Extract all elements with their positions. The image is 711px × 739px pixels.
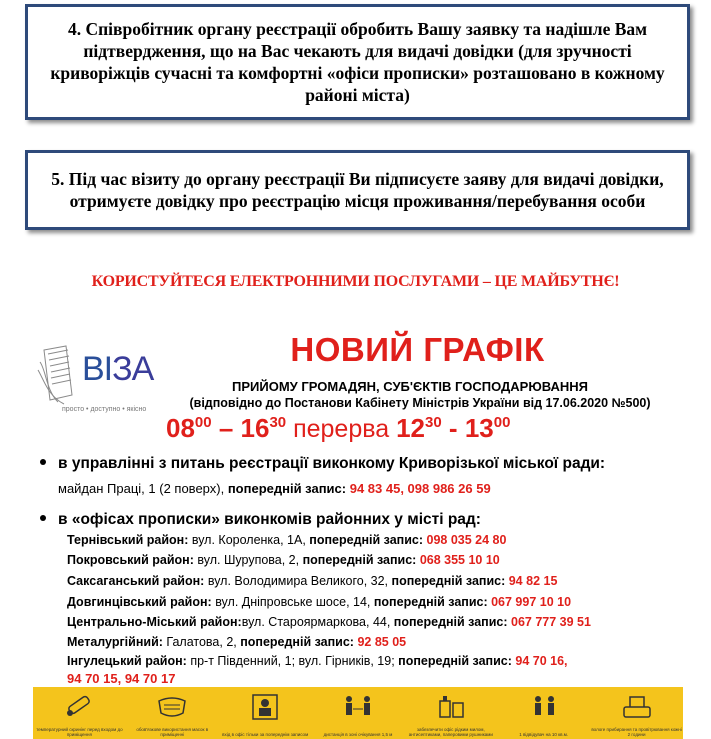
safety-rule-caption: температурний скринінг перед входом до приміщення — [36, 727, 123, 737]
district-heading-text: в «офісах прописки» виконкомів районних у місті рад: — [58, 511, 481, 528]
hours-end-m: 30 — [269, 414, 287, 431]
safety-rule-caption: обов'язкове використання масок в приміщенні — [136, 727, 209, 737]
bullet-icon — [40, 515, 46, 521]
logo-wordmark-za: ЗА — [112, 350, 154, 388]
district-name: Металургійний: — [67, 635, 167, 649]
district-pre-label: попередній запис: — [398, 654, 516, 668]
safety-rule-caption: дистанція в зоні очікування 1,5 м — [323, 732, 393, 737]
main-office-address: майдан Праці, 1 (2 поверх), — [58, 481, 228, 496]
social-distance-icon — [341, 691, 375, 721]
district-row — [67, 553, 500, 567]
district-phones: 94 70 16, — [515, 654, 568, 668]
break-dash: - — [441, 413, 465, 443]
district-last-phones: 94 70 15, 94 70 17 — [67, 671, 176, 686]
district-phones: 92 85 05 — [357, 635, 407, 649]
break-label: перерва — [286, 415, 397, 443]
safety-rule-caption: 1 відвідувач на 10 кв.м. — [519, 732, 569, 737]
step-4-box — [25, 4, 690, 120]
district-name: Центрально-Міський район: — [67, 615, 242, 629]
safety-rule-item — [590, 687, 683, 739]
thermometer-icon — [62, 691, 96, 721]
safety-rules-strip — [33, 687, 683, 739]
district-pre-label: попередній запис: — [373, 595, 492, 609]
district-row — [67, 533, 506, 547]
safety-rule-item — [33, 687, 126, 739]
district-phones: 067 997 10 10 — [491, 595, 572, 609]
safety-rule-caption: вологе прибирання та провітрювання кожні 2 години — [591, 727, 682, 737]
district-row — [67, 635, 406, 649]
district-address: вул. Шурупова, 2, — [197, 553, 303, 567]
district-row — [67, 654, 568, 668]
district-address: вул. Короленка, 1А, — [191, 533, 310, 547]
district-pre-label: попередній запис: — [240, 635, 358, 649]
main-office-heading — [40, 455, 605, 473]
district-row — [67, 615, 591, 629]
district-phones: 067 777 39 51 — [511, 615, 591, 629]
main-office-heading-text: в управлінні з питань реєстрації виконкому Криворізької міської ради: — [58, 455, 606, 472]
district-address: вул. Володимира Великого, 32, — [207, 574, 392, 588]
hours-start-h: 08 — [166, 413, 195, 443]
bullet-icon — [40, 459, 46, 465]
hours-start-m: 00 — [194, 414, 212, 431]
district-pre-label: попередній запис: — [391, 574, 509, 588]
district-name: Покровський район: — [67, 553, 198, 567]
appointment-icon — [248, 691, 282, 721]
sanitizer-icon — [434, 691, 468, 721]
district-phones: 94 82 15 — [508, 574, 558, 588]
district-address: пр-т Південний, 1; вул. Гірників, 19; — [190, 654, 399, 668]
district-pre-label: попередній запис: — [302, 553, 420, 567]
district-row — [67, 574, 557, 588]
step-5-text: 5. Під час візиту до органу реєстрації Ви підписуєте заяву для видачі довідки, отримуєте довідку про реєстрацію місця проживання/перебування особи — [51, 169, 664, 211]
schedule-title: НОВИЙ ГРАФІК — [290, 331, 545, 368]
break-start-m: 30 — [425, 414, 442, 431]
cleaning-icon — [620, 691, 654, 721]
safety-rule-item — [219, 687, 312, 739]
logo-wordmark-vi: ВІ — [82, 350, 113, 388]
face-mask-icon — [155, 691, 189, 721]
break-start-h: 12 — [396, 413, 426, 443]
district-address: Галатова, 2, — [166, 635, 241, 649]
hours-dash: – — [211, 413, 241, 443]
safety-rule-item — [404, 687, 497, 739]
district-name: Саксаганський район: — [67, 574, 208, 588]
schedule-subtitle: ПРИЙОМУ ГРОМАДЯН, СУБ'ЄКТІВ ГОСПОДАРЮВАННЯ — [232, 379, 588, 394]
break-end-m: 00 — [493, 414, 511, 431]
main-office-line — [58, 481, 491, 496]
district-row — [67, 595, 571, 609]
step-5-box — [25, 150, 690, 230]
hours-end-h: 16 — [240, 413, 270, 443]
main-office-pre-label: попередній запис: — [227, 481, 350, 496]
district-address: вул. Дніпровське шосе, 14, — [215, 595, 374, 609]
step-4-text: 4. Співробітник органу реєстрації обробить Вашу заявку та надішле Вам підтвердження, що на Вас чекають для видачі довідки (для зручності криворіжців сучасні та комфортні «офіси прописки» розташовано в кожному районі міста) — [50, 19, 665, 105]
district-pre-label: попередній запис: — [393, 615, 512, 629]
district-heading — [40, 511, 481, 529]
one-visitor-icon — [527, 691, 561, 721]
district-name: Тернівський район: — [67, 533, 192, 547]
safety-rule-caption: забезпечити офіс рідким милом, антисептиками, паперовими рушниками — [408, 727, 493, 737]
district-name: Довгинцівський район: — [67, 595, 216, 609]
district-phones: 068 355 10 10 — [419, 553, 500, 567]
safety-rule-item — [312, 687, 405, 739]
break-end-h: 13 — [464, 413, 494, 443]
safety-rule-item — [497, 687, 590, 739]
safety-rule-item — [126, 687, 219, 739]
logo-tagline: просто • доступно • якісно — [62, 406, 147, 413]
slogan: КОРИСТУЙТЕСЯ ЕЛЕКТРОННИМИ ПОСЛУГАМИ – ЦЕ МАЙБУТНЄ! — [91, 273, 620, 290]
safety-rule-caption: вхід в офіс тільки за попереднім записом — [222, 732, 309, 737]
schedule-basis: (відповідно до Постанови Кабінету Міністрів України від 17.06.2020 №500) — [189, 396, 651, 410]
district-name: Інгулецький район: — [67, 654, 191, 668]
main-office-phones: 94 83 45, 098 986 26 59 — [349, 481, 491, 496]
district-phones: 098 035 24 80 — [426, 533, 507, 547]
district-address: вул. Староярмаркова, 44, — [241, 615, 394, 629]
working-hours — [166, 413, 646, 444]
logo-wordmark — [82, 350, 153, 389]
district-pre-label: попередній запис: — [309, 533, 427, 547]
